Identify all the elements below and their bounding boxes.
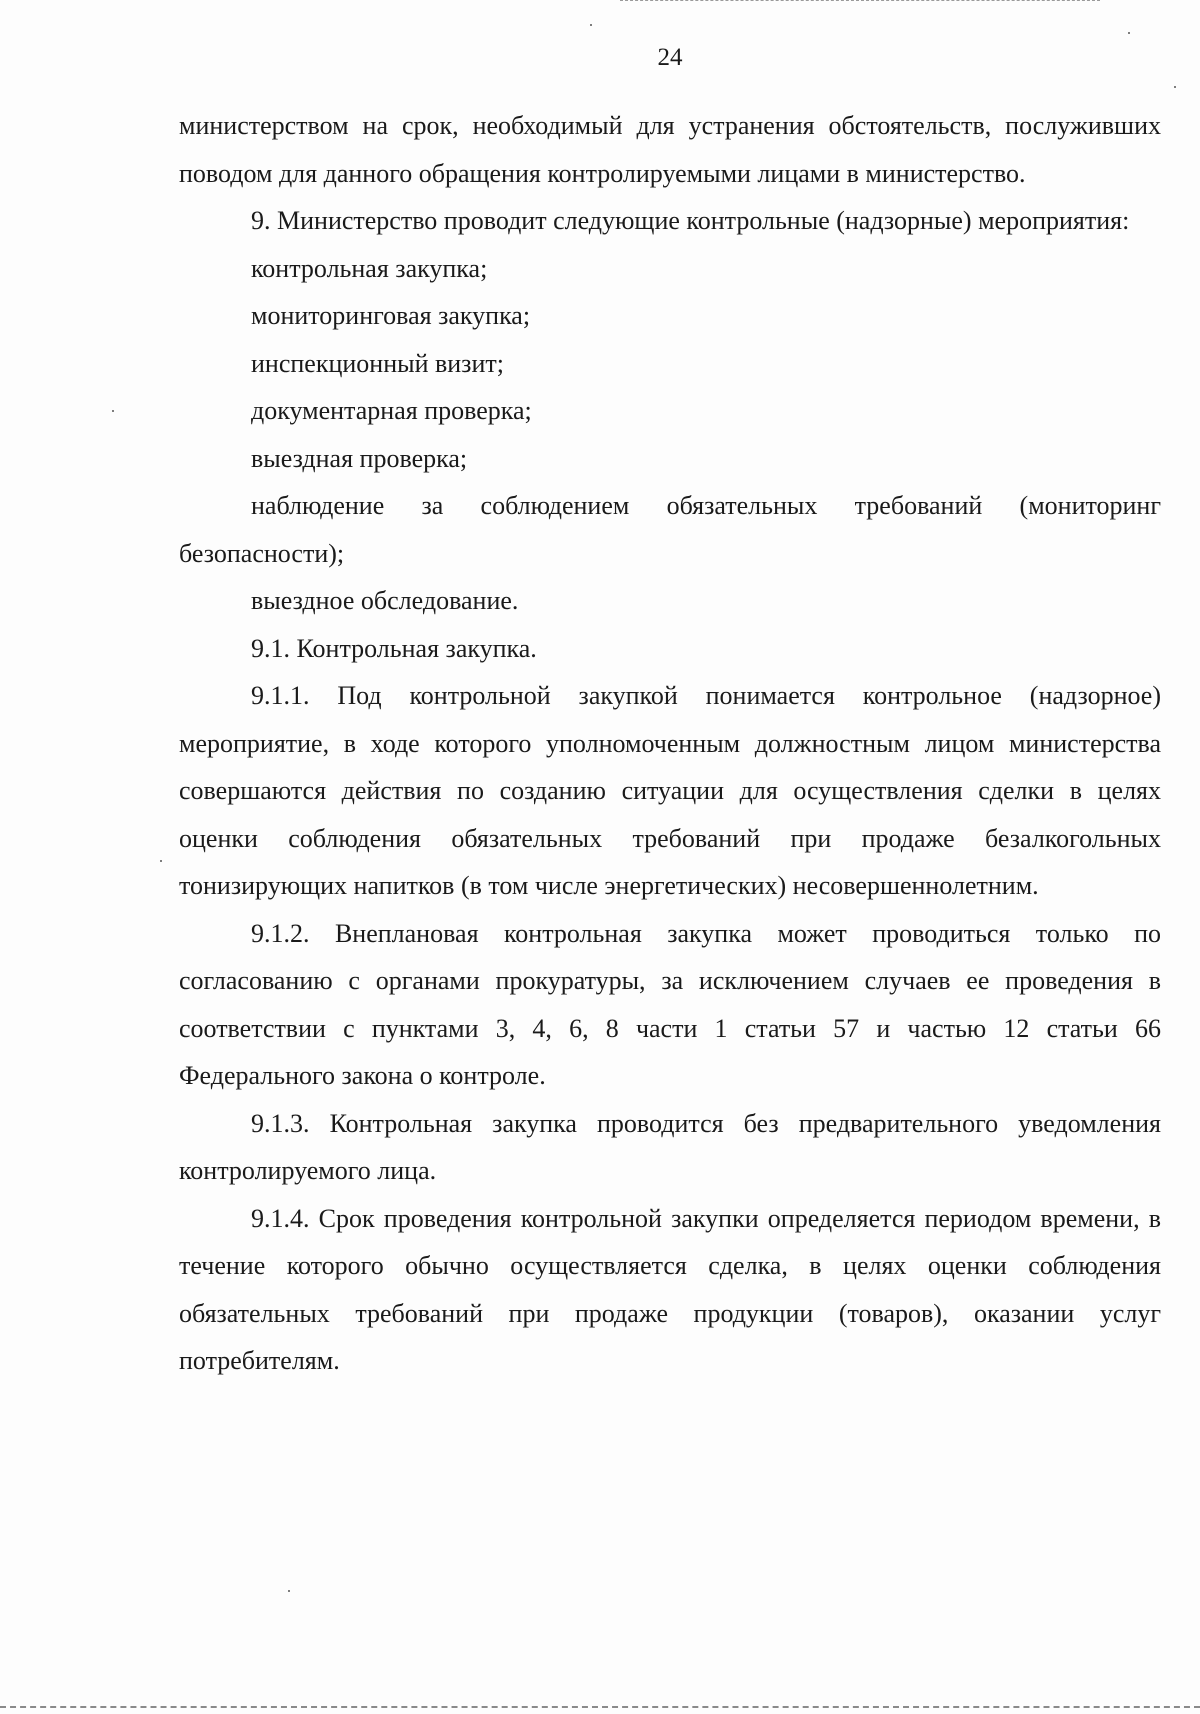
paragraph-9-1-1: 9.1.1. Под контрольной закупкой понимается контрольное (надзорное) мероприятие, в ходе которого уполномоченным должностным лицом министерства совершаются действия по созданию ситуации для осуществления сделки в целях оценки соблюдения обязательных требований при продаже безалкогольных тонизирующих напитков (в том числе энергетических) несовершеннолетним. [179,681,1161,900]
list-item: инспекционный визит; [251,348,504,378]
paragraph-continuation: министерством на срок, необходимый для устранения обстоятельств, послуживших поводом для данного обращения контролируемыми лицами в министерство. [179,111,1161,188]
paragraph-9-1-2: 9.1.2. Внеплановая контрольная закупка может проводиться только по согласованию с органами прокуратуры, за исключением случаев ее проведения в соответствии с пунктами 3, 4, 6, 8 части 1 статьи 57 и частью 12 статьи 66 Федерального закона о контроле. [179,918,1161,1090]
list-item: выездная проверка; [251,443,468,473]
document-body [179,102,1161,1385]
scan-speck [1128,32,1130,34]
scan-edge-bottom [0,1706,1200,1708]
paragraph-item-9: 9. Министерство проводит следующие контрольные (надзорные) мероприятия: [251,206,1130,235]
list-item: мониторинговая закупка; [251,301,531,330]
scan-speck [160,860,162,862]
section-heading-9-1: 9.1. Контрольная закупка. [251,633,537,663]
page-number: 24 [657,44,683,71]
paragraph-9-1-4: 9.1.4. Срок проведения контрольной закупки определяется периодом времени, в течение которого обычно осуществляется сделка, в целях оценки соблюдения обязательных требований при продаже продукции (товаров), оказании услуг потребителям. [179,1203,1161,1375]
scan-speck [1174,86,1176,88]
list-item: контрольная закупка; [251,253,488,283]
list-item: выездное обследование. [251,586,519,615]
scan-speck [112,410,114,412]
scan-speck [288,1590,290,1592]
list-item: документарная проверка; [251,396,532,425]
scan-edge-top [620,0,1100,1]
list-item: наблюдение за соблюдением обязательных требований (мониторинг безопасности); [179,491,1161,568]
scan-speck [590,24,592,26]
paragraph-9-1-3: 9.1.3. Контрольная закупка проводится без предварительного уведомления контролируемого лица. [179,1108,1161,1185]
